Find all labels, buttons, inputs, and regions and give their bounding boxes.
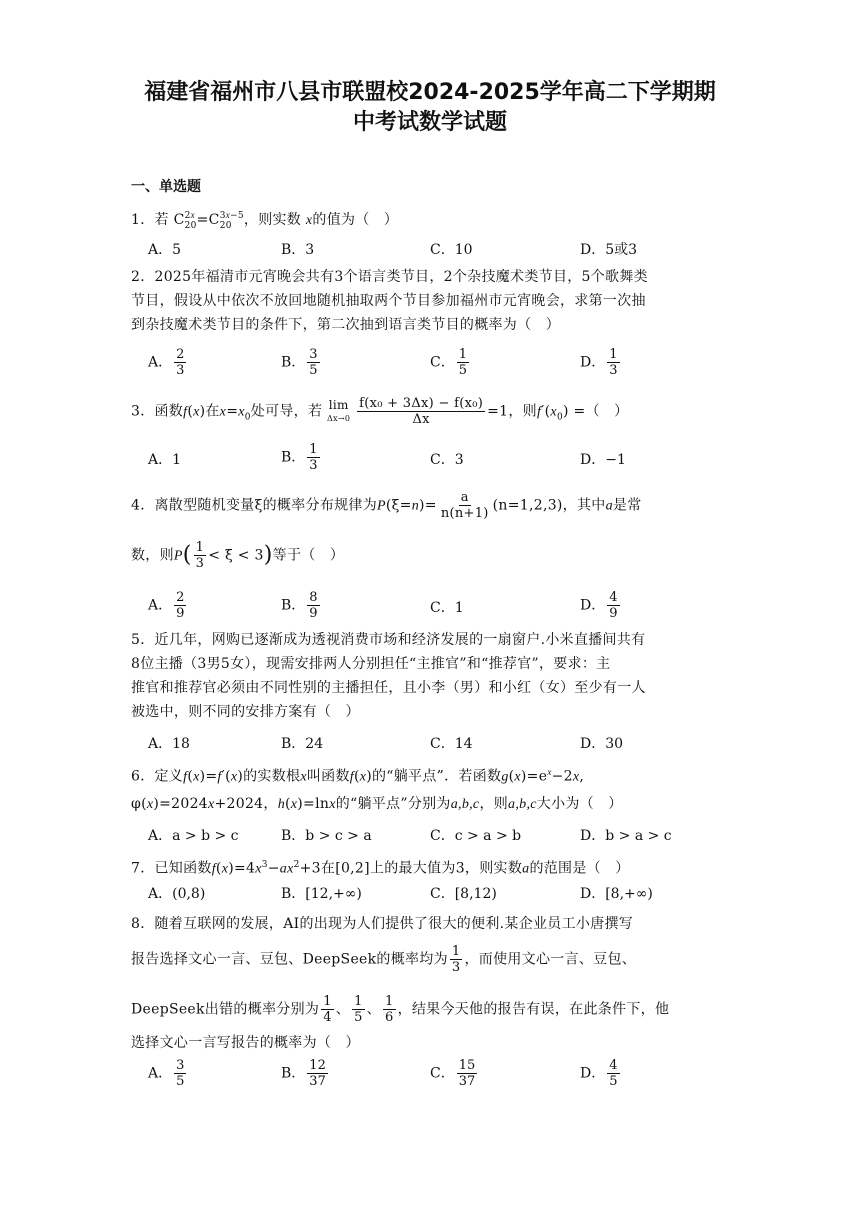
q5-option-c[interactable]: C．14 <box>430 736 473 752</box>
q7-option-c[interactable]: C．[8,12) <box>430 886 497 902</box>
question-8: 8．随着互联网的发展，AI的出现为人们提供了很大的便利.某企业员工小唐撰写 <box>131 916 634 932</box>
question-1 <box>131 208 731 233</box>
q6-option-d[interactable]: D．b > a > c <box>580 828 672 844</box>
q7-option-a[interactable]: A．(0,8) <box>148 886 206 902</box>
exam-title-line-1: 福建省福州市八县市联盟校2024-2025学年高二下学期期 <box>144 80 716 105</box>
q3-option-a[interactable]: A．1 <box>148 452 182 468</box>
q3-fraction: $\frac{\text{f(x₀ + 3Δx) − f(x₀)}}{\Delta x}$ <box>359 396 484 427</box>
q4-option-d[interactable]: D． $\frac{4}{9}$ <box>580 590 618 621</box>
q8-option-b[interactable]: B． $\frac{12}{37}$ <box>281 1058 326 1089</box>
q7-option-d[interactable]: D．[8,+∞) <box>580 886 653 902</box>
q2-option-d[interactable]: D． $\frac{1}{3}$ <box>580 347 618 378</box>
q1-equation: C 2x 20 =C 3x−5 20 <box>173 209 244 231</box>
question-7: 7．已知函数$f(x)=4x^3-ax^2+3$在[0,2]上的最大值为3，则实数a的范围是（ ） <box>131 860 630 877</box>
q8-option-d[interactable]: D． $\frac{4}{5}$ <box>580 1058 618 1089</box>
q8-option-a[interactable]: A． $\frac{3}{5}$ <box>148 1058 185 1089</box>
question-8-line-2: 报告选择文心一言、豆包、DeepSeek的概率均为 $\frac{1}{3}$ ，而使用文心一言、豆包、 <box>131 944 637 975</box>
q1-option-b[interactable]: B．3 <box>281 242 315 258</box>
q8-option-c[interactable]: C． $\frac{15}{37}$ <box>430 1058 476 1089</box>
question-6-line-2: φ(x)=2024x+2024，h(x)=lnx的“躺平点”分别为a,b,c，则a,b,c大小为（ ） <box>131 796 623 812</box>
question-4-line-2: 数，则P( $\frac{1}{3}$ < ξ < 3)等于（ ） <box>131 540 345 571</box>
q3-option-d[interactable]: D．−1 <box>580 452 626 468</box>
q5-option-d[interactable]: D．30 <box>580 736 624 752</box>
q4-option-a[interactable]: A． $\frac{2}{9}$ <box>148 590 185 621</box>
q2-option-b[interactable]: B． $\frac{3}{5}$ <box>281 347 318 378</box>
question-6: 6．定义f(x)=f′(x)的实数根x叫函数f(x)的“躺平点”．若函数$g(x)=e^x-2x$, <box>131 767 585 785</box>
q6-option-a[interactable]: A．a > b > c <box>148 828 239 844</box>
q6-option-b[interactable]: B．b > c > a <box>281 828 372 844</box>
q7-option-b[interactable]: B．[12,+∞) <box>281 886 362 902</box>
q1-option-d[interactable]: D．5或3 <box>580 242 638 258</box>
q3-option-c[interactable]: C．3 <box>430 452 464 468</box>
question-3: 3．函数f(x)在$x=x_0$处可导，若 lim Δx→0 $\frac{\text{f(x₀ + 3Δx) − f(x₀)}}{\Delta x}$ =1，则$f'(x_0)$ =（ ） <box>131 396 629 427</box>
q1-text: 1．若 <box>131 212 169 228</box>
exam-title-line-2: 中考试数学试题 <box>352 110 507 135</box>
q2-option-c[interactable]: C． $\frac{1}{5}$ <box>430 347 467 378</box>
q3-limit: lim Δx→0 <box>327 397 351 423</box>
q1-option-a[interactable]: A．5 <box>148 242 182 258</box>
q5-option-a[interactable]: A．18 <box>148 736 190 752</box>
q2-option-a[interactable]: A． $\frac{2}{3}$ <box>148 347 185 378</box>
question-4: 4．离散型随机变量ξ的概率分布规律为P(ξ=n)= $\frac{a}{n(n+1)}$ (n=1,2,3)，其中a是常 <box>131 490 642 521</box>
q2-line: 到杂技魔术类节目的条件下，第二次抽到语言类节目的概率为（ ） <box>131 317 560 333</box>
q2-line: 节目，假设从中依次不放回地随机抽取两个节目参加福州市元宵晚会，求第一次抽 <box>131 293 646 309</box>
question-5: 5．近几年，网购已逐渐成为透视消费市场和经济发展的一扇窗户.小米直播间共有 8位主播（3男5女），现需安排两人分别担任“主推官”和“推荐官”，要求：主 推官和推荐官必须由不同性别的主播担任，且小李（男）和小红（女）至少有一人 被选中，则不同的安排方案有（ ） <box>131 632 646 720</box>
q3-option-b[interactable]: B． $\frac{1}{3}$ <box>281 442 318 473</box>
q5-option-b[interactable]: B．24 <box>281 736 324 752</box>
question-8-line-4: 选择文心一言写报告的概率为（ ） <box>131 1035 360 1051</box>
q1-option-c[interactable]: C．10 <box>430 242 473 258</box>
q4-option-b[interactable]: B． $\frac{8}{9}$ <box>281 590 318 621</box>
q2-line: 2．2025年福清市元宵晚会共有3个语言类节目，2个杂技魔术类节目，5个歌舞类 <box>131 269 648 285</box>
q1-text: 的值为（ ） <box>312 212 399 228</box>
q1-var: x <box>305 213 313 228</box>
section-heading: 一、单选题 <box>131 179 201 195</box>
question-2 <box>131 265 731 337</box>
q1-text: ，则实数 <box>243 212 302 228</box>
q4-option-c[interactable]: C．1 <box>430 600 464 616</box>
q6-option-c[interactable]: C．c > a > b <box>430 828 522 844</box>
question-8-line-3: DeepSeek出错的概率分别为 $\frac{1}{4}$ 、 $\frac{1}{5}$ 、 $\frac{1}{6}$ ，结果今天他的报告有误，在此条件下，他 <box>131 994 670 1025</box>
